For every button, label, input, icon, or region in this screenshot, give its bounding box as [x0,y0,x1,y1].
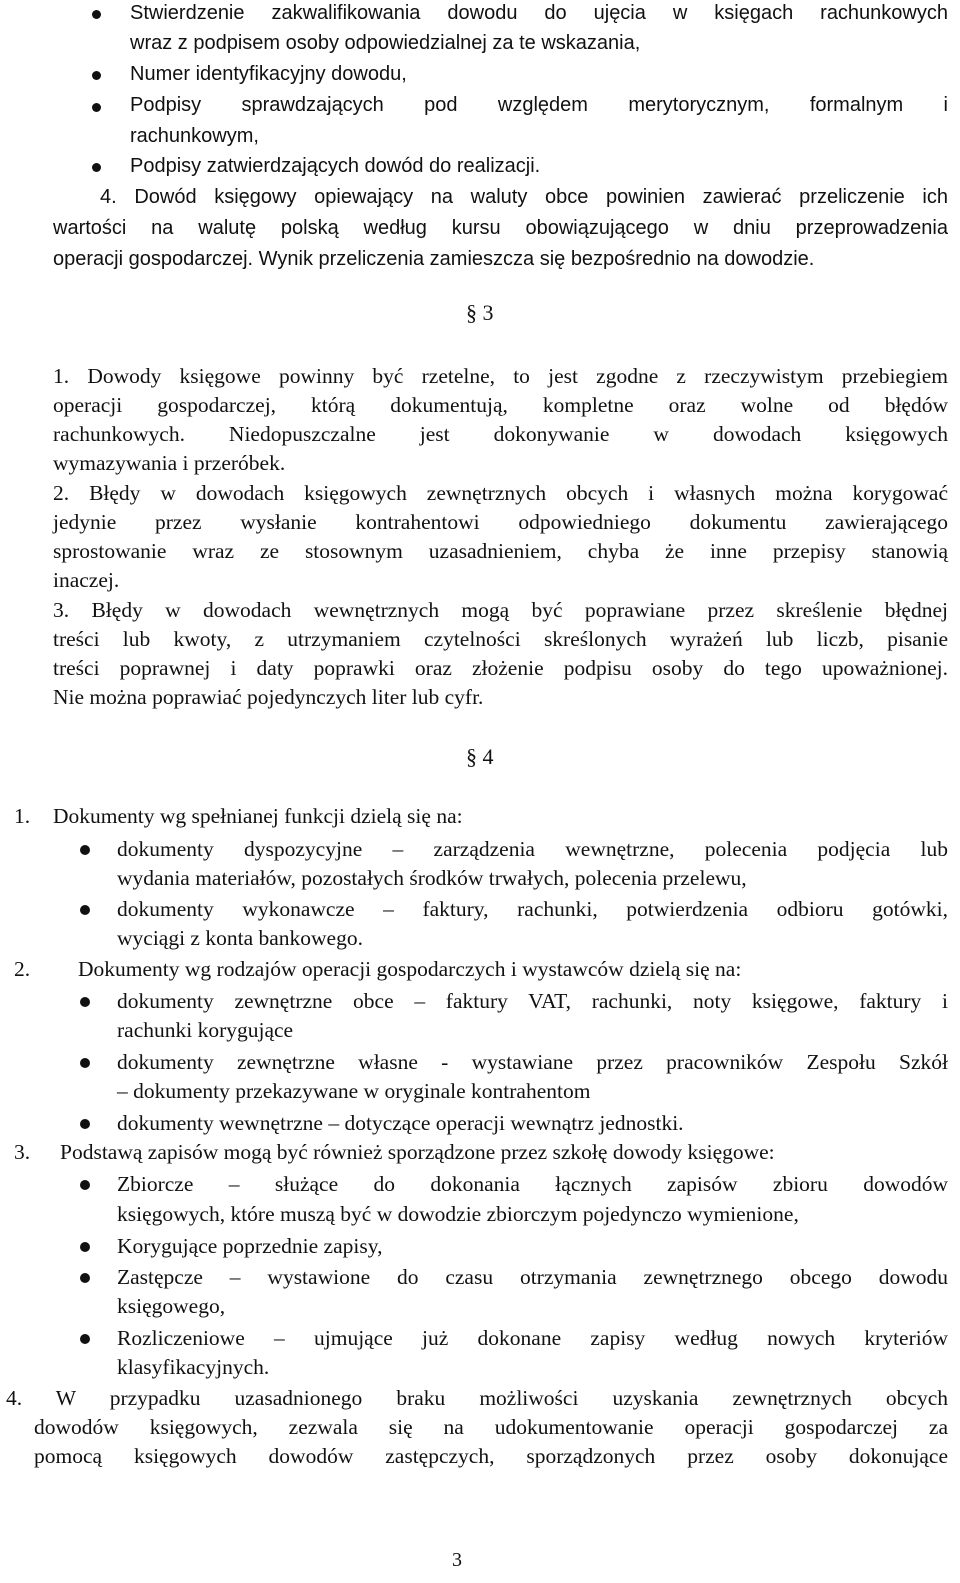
bullet [80,1273,90,1283]
bullet [92,163,101,172]
bullet [92,71,101,80]
bullet [80,997,90,1007]
bullet [80,1058,90,1068]
paragraph-line: sprostowanie wraz ze stosownym uzasadnieniem, chyba że inne przepisy stanowią [53,539,948,563]
bullet [80,1242,90,1252]
paragraph-line: treści poprawnej i daty poprawki oraz złożenie podpisu osoby do tego upoważnionej. [53,656,948,680]
list-item-cont: wyciągi z konta bankowego. [117,926,363,950]
paragraph-line: 1. Dowody księgowe powinny być rzetelne, to jest zgodne z rzeczywistym przebiegiem [53,364,948,388]
list-item: Rozliczeniowe – ujmujące już dokonane zapisy według nowych kryteriów [117,1326,948,1350]
list-item: Stwierdzenie zakwalifikowania dowodu do ujęcia w księgach rachunkowych [130,2,948,24]
bullet [80,1334,90,1344]
paragraph-line: inaczej. [53,568,120,592]
paragraph-line: 3. Błędy w dowodach wewnętrznych mogą być poprawiane przez skreślenie błędnej [53,598,948,622]
paragraph-line: 4. W przypadku uzasadnionego braku możliwości uzyskania zewnętrznych obcych [6,1386,948,1410]
list-item-cont: księgowego, [117,1294,226,1318]
list-item: dokumenty zewnętrzne obce – faktury VAT, rachunki, noty księgowe, faktury i [117,989,948,1013]
bullet [92,10,101,19]
list-item-cont: rachunki korygujące [117,1018,294,1042]
list-item: dokumenty dyspozycyjne – zarządzenia wewnętrzne, polecenia podjęcia lub [117,837,948,861]
list-item: dokumenty zewnętrzne własne - wystawiane przez pracowników Zespołu Szkół [117,1050,948,1074]
paragraph-line: treści lub kwoty, z utrzymaniem czytelności skreślonych wyrażeń lub liczb, pisanie [53,627,948,651]
paragraph-4-line: 4. Dowód księgowy opiewający na waluty obce powinien zawierać przeliczenie ich [100,186,948,208]
list-item: Korygujące poprzednie zapisy, [117,1234,383,1258]
list-item-cont: rachunkowym, [130,125,259,147]
item-number: 3. [14,1140,31,1164]
item-number: 2. [14,957,31,981]
section-heading: § 4 [466,744,494,769]
bullet [80,1180,90,1190]
list-item-cont: wraz z podpisem osoby odpowiedzialnej za te wskazania, [130,32,641,54]
list-item: Zastępcze – wystawione do czasu otrzymania zewnętrznego obcego dowodu [117,1265,948,1289]
paragraph-line: 2. Błędy w dowodach księgowych zewnętrznych obcych i własnych można korygować [53,481,948,505]
list-item: Numer identyfikacyjny dowodu, [130,63,407,85]
paragraph-line: operacji gospodarczej, którą dokumentują, kompletne oraz wolne od błędów [53,393,948,417]
list-item: dokumenty wykonawcze – faktury, rachunki, potwierdzenia odbioru gotówki, [117,897,948,921]
paragraph-line: pomocą księgowych dowodów zastępczych, sporządzonych przez osoby dokonujące [34,1444,948,1468]
section-heading: § 3 [466,300,494,325]
page-number: 3 [452,1549,462,1571]
list-item: dokumenty wewnętrzne – dotyczące operacji wewnątrz jednostki. [117,1111,684,1135]
list-item-cont: księgowych, które muszą być w dowodzie zbiorczym pojedynczo wymienione, [117,1202,799,1226]
paragraph-4-line: wartości na walutę polską według kursu obowiązującego w dniu przeprowadzenia [53,217,948,239]
bullet [92,103,101,112]
paragraph-line: Dokumenty wg spełnianej funkcji dzielą się na: [53,804,463,828]
list-item-cont: – dokumenty przekazywane w oryginale kontrahentom [117,1079,591,1103]
list-item-cont: klasyfikacyjnych. [117,1355,270,1379]
bullet [80,1119,90,1129]
paragraph-line: Nie można poprawiać pojedynczych liter lub cyfr. [53,685,484,709]
list-item: Podpisy sprawdzających pod względem merytorycznym, formalnym i [130,94,948,116]
paragraph-line: wymazywania i przeróbek. [53,451,286,475]
list-item: Zbiorcze – służące do dokonania łącznych zapisów zbioru dowodów [117,1172,948,1196]
list-item-cont: wydania materiałów, pozostałych środków trwałych, polecenia przelewu, [117,866,747,890]
list-item: Podpisy zatwierdzających dowód do realizacji. [130,155,541,177]
paragraph-line: Dokumenty wg rodzajów operacji gospodarczych i wystawców dzielą się na: [78,957,742,981]
paragraph-line: Podstawą zapisów mogą być również sporządzone przez szkołę dowody księgowe: [60,1140,775,1164]
paragraph-line: dowodów księgowych, zezwala się na udokumentowanie operacji gospodarczej za [34,1415,948,1439]
bullet [80,905,90,915]
bullet [80,845,90,855]
paragraph-4-line: operacji gospodarczej. Wynik przeliczenia zamieszcza się bezpośrednio na dowodzie. [53,248,815,270]
paragraph-line: rachunkowych. Niedopuszczalne jest dokonywanie w dowodach księgowych [53,422,948,446]
item-number: 1. [14,804,31,828]
paragraph-line: jedynie przez wysłanie kontrahentowi odpowiedniego dokumentu zawierającego [53,510,948,534]
